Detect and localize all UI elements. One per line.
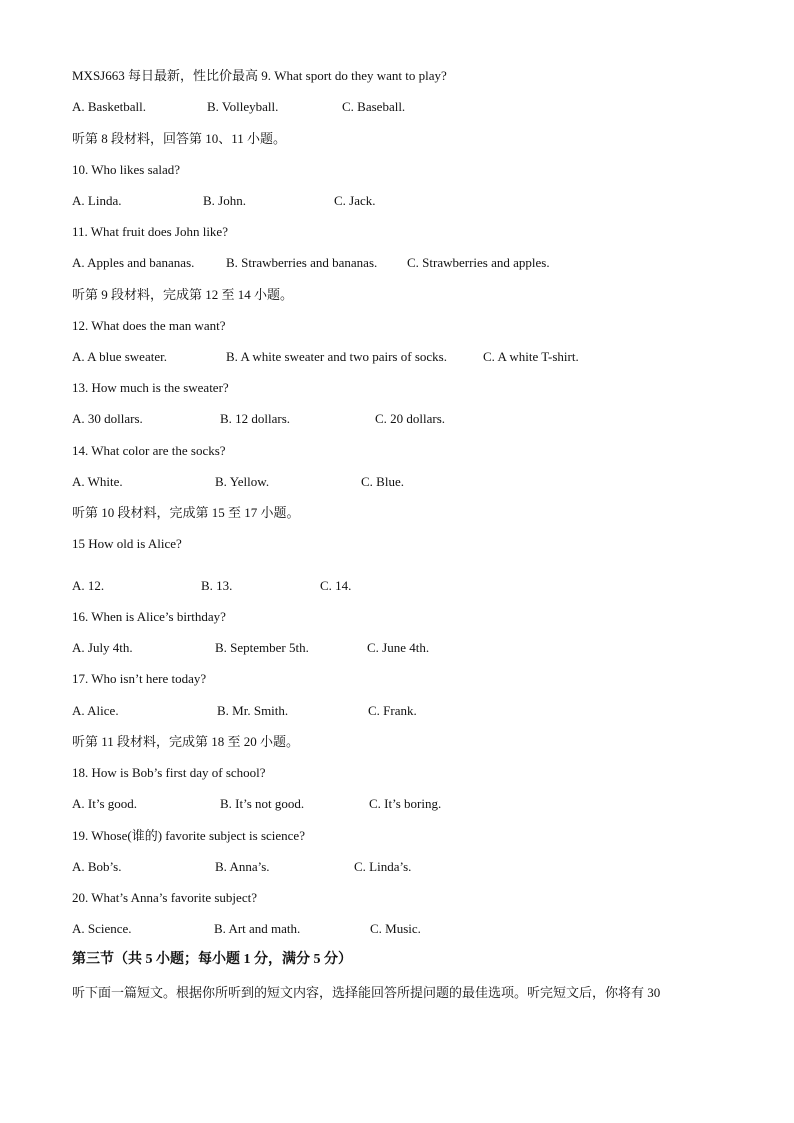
section-instruction: 听第 11 段材料，完成第 18 至 20 小题。 xyxy=(72,734,300,749)
question-19: 19. Whose(谁的) favorite subject is science? xyxy=(72,828,305,843)
option-b[interactable]: B. September 5th. xyxy=(215,640,309,655)
option-c[interactable]: C. June 4th. xyxy=(367,640,430,655)
option-b[interactable]: B. 12 dollars. xyxy=(220,411,291,426)
section-instruction: 听第 10 段材料，完成第 15 至 17 小题。 xyxy=(72,505,300,520)
section-instruction: 听第 9 段材料，完成第 12 至 14 小题。 xyxy=(72,287,294,302)
option-a[interactable]: A. Bob’s. xyxy=(72,859,122,874)
question-12: 12. What does the man want? xyxy=(72,318,226,333)
option-a[interactable]: A. Alice. xyxy=(72,703,119,718)
option-a[interactable]: A. White. xyxy=(72,474,123,489)
option-a[interactable]: A. Science. xyxy=(72,921,132,936)
question-9: MXSJ663 每日最新，性比价最高 9. What sport do they want to play? xyxy=(72,68,447,83)
option-b[interactable]: B. Strawberries and bananas. xyxy=(226,255,378,270)
option-b[interactable]: B. A white sweater and two pairs of socks. xyxy=(226,349,447,364)
question-17: 17. Who isn’t here today? xyxy=(72,671,207,686)
option-a[interactable]: A. 12. xyxy=(72,578,105,593)
option-b[interactable]: B. 13. xyxy=(201,578,233,593)
option-c[interactable]: C. Music. xyxy=(370,921,421,936)
option-a[interactable]: A. July 4th. xyxy=(72,640,133,655)
option-c[interactable]: C. 20 dollars. xyxy=(375,411,446,426)
option-c[interactable]: C. A white T-shirt. xyxy=(483,349,579,364)
option-b[interactable]: B. Volleyball. xyxy=(207,99,279,114)
question-14: 14. What color are the socks? xyxy=(72,443,226,458)
option-b[interactable]: B. Mr. Smith. xyxy=(217,703,289,718)
option-a[interactable]: A. 30 dollars. xyxy=(72,411,143,426)
section-paragraph: 听下面一篇短文。根据你所听到的短文内容，选择能回答所提问题的最佳选项。听完短文后，你将有 30 xyxy=(72,985,661,1000)
section-instruction: 听第 8 段材料，回答第 10、11 小题。 xyxy=(72,131,287,146)
option-c[interactable]: C. Jack. xyxy=(334,193,376,208)
question-16: 16. When is Alice’s birthday? xyxy=(72,609,226,624)
option-a[interactable]: A. Basketball. xyxy=(72,99,147,114)
section-heading: 第三节（共 5 小题；每小题 1 分，满分 5 分） xyxy=(72,952,352,967)
question-20: 20. What’s Anna’s favorite subject? xyxy=(72,890,257,905)
option-c[interactable]: C. It’s boring. xyxy=(369,796,442,811)
option-c[interactable]: C. Blue. xyxy=(361,474,404,489)
question-10: 10. Who likes salad? xyxy=(72,162,181,177)
option-b[interactable]: B. It’s not good. xyxy=(220,796,305,811)
option-a[interactable]: A. It’s good. xyxy=(72,796,137,811)
option-c[interactable]: C. Baseball. xyxy=(342,99,406,114)
question-13: 13. How much is the sweater? xyxy=(72,380,229,395)
option-a[interactable]: A. Linda. xyxy=(72,193,122,208)
option-c[interactable]: C. Strawberries and apples. xyxy=(407,255,550,270)
question-15: 15 How old is Alice? xyxy=(72,536,182,551)
option-c[interactable]: C. 14. xyxy=(320,578,352,593)
option-b[interactable]: B. Art and math. xyxy=(214,921,301,936)
option-c[interactable]: C. Linda’s. xyxy=(354,859,412,874)
question-11: 11. What fruit does John like? xyxy=(72,224,228,239)
option-c[interactable]: C. Frank. xyxy=(368,703,417,718)
option-b[interactable]: B. Anna’s. xyxy=(215,859,270,874)
option-a[interactable]: A. A blue sweater. xyxy=(72,349,167,364)
option-b[interactable]: B. John. xyxy=(203,193,246,208)
option-b[interactable]: B. Yellow. xyxy=(215,474,270,489)
question-18: 18. How is Bob’s first day of school? xyxy=(72,765,266,780)
option-a[interactable]: A. Apples and bananas. xyxy=(72,255,195,270)
